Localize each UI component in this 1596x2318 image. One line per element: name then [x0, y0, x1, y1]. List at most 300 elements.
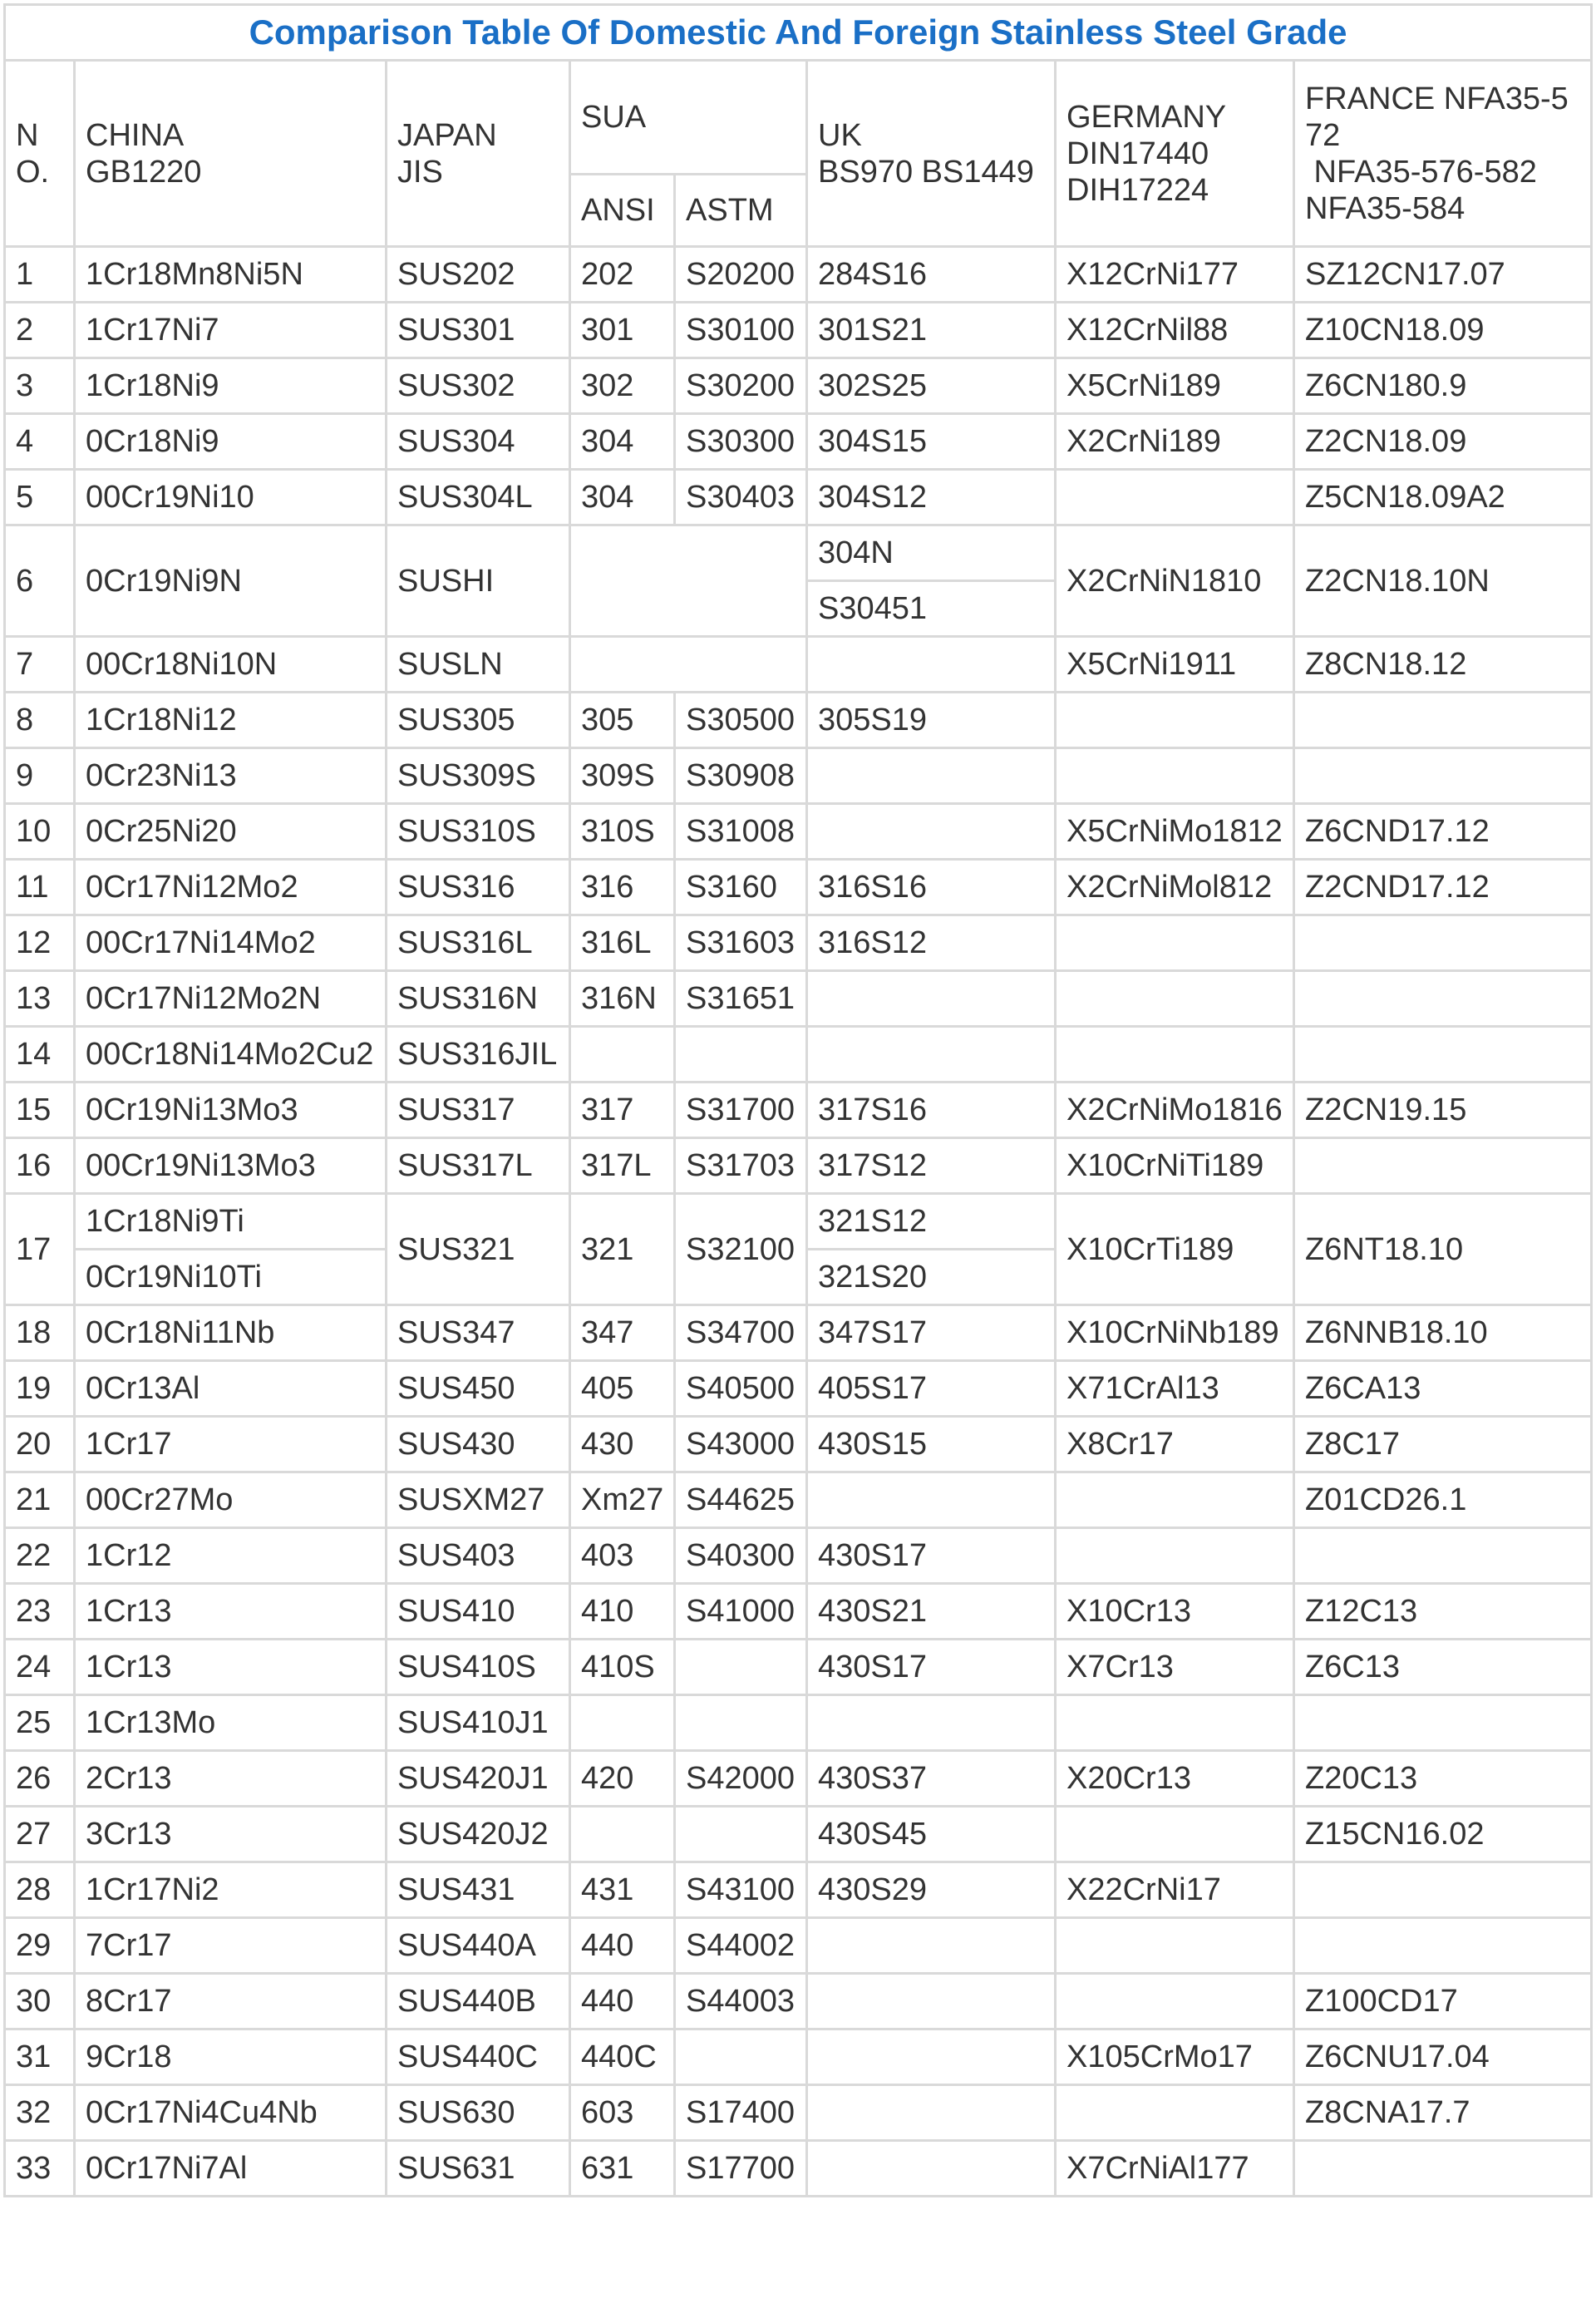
cell-sua-empty — [570, 637, 807, 693]
cell-astm: S32100 — [675, 1194, 807, 1305]
cell-uk — [807, 2141, 1056, 2197]
cell-no: 23 — [5, 1584, 75, 1640]
cell-china: 00Cr27Mo — [75, 1472, 387, 1528]
cell-japan: SUS305 — [387, 693, 570, 748]
cell-china: 00Cr19Ni13Mo3 — [75, 1138, 387, 1194]
cell-germany: X5CrNi1911 — [1056, 637, 1294, 693]
cell-ansi: 603 — [570, 2085, 675, 2141]
cell-astm: S31700 — [675, 1083, 807, 1138]
cell-uk — [807, 804, 1056, 860]
cell-uk: 304N — [807, 525, 1056, 581]
cell-japan: SUS316 — [387, 860, 570, 915]
cell-astm: S31651 — [675, 971, 807, 1027]
cell-ansi: 316N — [570, 971, 675, 1027]
cell-france: Z12C13 — [1294, 1584, 1592, 1640]
table-row — [5, 1305, 1592, 1361]
cell-china: 1Cr13 — [75, 1584, 387, 1640]
cell-japan: SUS309S — [387, 748, 570, 804]
cell-france: Z5CN18.09A2 — [1294, 470, 1592, 525]
cell-france — [1294, 748, 1592, 804]
cell-germany: X5CrNiMo1812 — [1056, 804, 1294, 860]
cell-ansi: 410 — [570, 1584, 675, 1640]
cell-france: Z6C13 — [1294, 1640, 1592, 1695]
cell-japan: SUS430 — [387, 1417, 570, 1472]
cell-uk: 302S25 — [807, 358, 1056, 414]
cell-uk — [807, 2085, 1056, 2141]
cell-uk: S30451 — [807, 581, 1056, 637]
cell-france: Z6CND17.12 — [1294, 804, 1592, 860]
cell-france: Z8C17 — [1294, 1417, 1592, 1472]
cell-germany: X7Cr13 — [1056, 1640, 1294, 1695]
cell-japan: SUS440A — [387, 1918, 570, 1974]
cell-germany: X12CrNi177 — [1056, 247, 1294, 303]
cell-china: 0Cr18Ni9 — [75, 414, 387, 470]
cell-france — [1294, 1138, 1592, 1194]
table-row — [5, 525, 1592, 581]
comparison-table-container — [3, 3, 1590, 2197]
cell-no: 5 — [5, 470, 75, 525]
table-row — [5, 1528, 1592, 1584]
cell-astm: S43100 — [675, 1862, 807, 1918]
cell-china: 0Cr17Ni7Al — [75, 2141, 387, 2197]
cell-astm: S3160 — [675, 860, 807, 915]
cell-ansi: 304 — [570, 470, 675, 525]
cell-japan: SUS317 — [387, 1083, 570, 1138]
cell-china: 0Cr17Ni12Mo2N — [75, 971, 387, 1027]
cell-china: 9Cr18 — [75, 2029, 387, 2085]
cell-japan: SUS321 — [387, 1194, 570, 1305]
cell-china: 1Cr17Ni7 — [75, 303, 387, 358]
cell-france: Z2CN18.10N — [1294, 525, 1592, 637]
cell-astm: S30200 — [675, 358, 807, 414]
cell-france: Z6CN180.9 — [1294, 358, 1592, 414]
cell-germany: X20Cr13 — [1056, 1751, 1294, 1807]
cell-china: 2Cr13 — [75, 1751, 387, 1807]
cell-sua-empty — [570, 525, 807, 637]
cell-germany: X2CrNiN1810 — [1056, 525, 1294, 637]
cell-japan: SUS202 — [387, 247, 570, 303]
cell-france: Z2CND17.12 — [1294, 860, 1592, 915]
cell-astm: S31008 — [675, 804, 807, 860]
cell-china: 1Cr18Ni9Ti — [75, 1194, 387, 1250]
cell-japan: SUS302 — [387, 358, 570, 414]
cell-france: Z20C13 — [1294, 1751, 1592, 1807]
table-row — [5, 1472, 1592, 1528]
cell-france: Z100CD17 — [1294, 1974, 1592, 2029]
cell-astm: S30300 — [675, 414, 807, 470]
cell-uk: 430S17 — [807, 1640, 1056, 1695]
header-uk: UK BS970 BS1449 — [807, 61, 1056, 247]
cell-germany — [1056, 1974, 1294, 2029]
cell-no: 20 — [5, 1417, 75, 1472]
cell-japan: SUS440B — [387, 1974, 570, 2029]
cell-astm: S44002 — [675, 1918, 807, 1974]
cell-germany — [1056, 1807, 1294, 1862]
cell-no: 9 — [5, 748, 75, 804]
cell-germany — [1056, 1695, 1294, 1751]
cell-japan: SUS316N — [387, 971, 570, 1027]
table-row — [5, 1138, 1592, 1194]
cell-astm: S17400 — [675, 2085, 807, 2141]
cell-ansi: 305 — [570, 693, 675, 748]
header-sua: SUA — [570, 61, 807, 175]
cell-ansi: Xm27 — [570, 1472, 675, 1528]
table-row — [5, 860, 1592, 915]
cell-no: 3 — [5, 358, 75, 414]
cell-no: 27 — [5, 1807, 75, 1862]
cell-china: 1Cr18Mn8Ni5N — [75, 247, 387, 303]
cell-no: 21 — [5, 1472, 75, 1528]
cell-ansi: 309S — [570, 748, 675, 804]
cell-china: 00Cr17Ni14Mo2 — [75, 915, 387, 971]
cell-astm: S34700 — [675, 1305, 807, 1361]
cell-china: 0Cr23Ni13 — [75, 748, 387, 804]
cell-germany: X10CrNiNb189 — [1056, 1305, 1294, 1361]
cell-japan: SUS310S — [387, 804, 570, 860]
cell-germany: X5CrNi189 — [1056, 358, 1294, 414]
cell-astm: S44003 — [675, 1974, 807, 2029]
cell-no: 19 — [5, 1361, 75, 1417]
cell-no: 12 — [5, 915, 75, 971]
cell-china: 1Cr13Mo — [75, 1695, 387, 1751]
cell-astm: S30908 — [675, 748, 807, 804]
cell-no: 25 — [5, 1695, 75, 1751]
cell-china: 0Cr25Ni20 — [75, 804, 387, 860]
cell-germany: X8Cr17 — [1056, 1417, 1294, 1472]
table-row — [5, 1974, 1592, 2029]
cell-uk: 430S15 — [807, 1417, 1056, 1472]
cell-uk: 284S16 — [807, 247, 1056, 303]
header-ansi: ANSI — [570, 175, 675, 247]
cell-germany — [1056, 1027, 1294, 1083]
cell-japan: SUS316JIL — [387, 1027, 570, 1083]
cell-china: 0Cr17Ni12Mo2 — [75, 860, 387, 915]
cell-no: 30 — [5, 1974, 75, 2029]
cell-no: 4 — [5, 414, 75, 470]
cell-no: 29 — [5, 1918, 75, 1974]
cell-uk — [807, 1472, 1056, 1528]
table-row — [5, 2085, 1592, 2141]
cell-china: 00Cr19Ni10 — [75, 470, 387, 525]
cell-japan: SUS403 — [387, 1528, 570, 1584]
cell-japan: SUSLN — [387, 637, 570, 693]
header-japan: JAPAN JIS — [387, 61, 570, 247]
cell-no: 6 — [5, 525, 75, 637]
header-france: FRANCE NFA35-5 72 NFA35-576-582 NFA35-584 — [1294, 61, 1592, 247]
cell-ansi: 302 — [570, 358, 675, 414]
table-row — [5, 1807, 1592, 1862]
cell-uk — [807, 1027, 1056, 1083]
cell-germany — [1056, 693, 1294, 748]
cell-no: 16 — [5, 1138, 75, 1194]
cell-ansi: 310S — [570, 804, 675, 860]
cell-france: Z6NNB18.10 — [1294, 1305, 1592, 1361]
cell-china: 0Cr13Al — [75, 1361, 387, 1417]
cell-japan: SUS304L — [387, 470, 570, 525]
cell-china: 1Cr17 — [75, 1417, 387, 1472]
cell-no: 24 — [5, 1640, 75, 1695]
table-row — [5, 1361, 1592, 1417]
cell-germany: X7CrNiAl177 — [1056, 2141, 1294, 2197]
cell-ansi — [570, 1695, 675, 1751]
cell-ansi: 431 — [570, 1862, 675, 1918]
cell-uk: 317S16 — [807, 1083, 1056, 1138]
cell-uk: 321S20 — [807, 1250, 1056, 1305]
cell-japan: SUS631 — [387, 2141, 570, 2197]
cell-no: 18 — [5, 1305, 75, 1361]
cell-uk: 316S12 — [807, 915, 1056, 971]
cell-no: 32 — [5, 2085, 75, 2141]
cell-uk: 321S12 — [807, 1194, 1056, 1250]
cell-germany: X105CrMo17 — [1056, 2029, 1294, 2085]
cell-no: 10 — [5, 804, 75, 860]
table-row — [5, 693, 1592, 748]
cell-china: 1Cr13 — [75, 1640, 387, 1695]
cell-uk: 305S19 — [807, 693, 1056, 748]
cell-france — [1294, 2141, 1592, 2197]
cell-no: 22 — [5, 1528, 75, 1584]
cell-japan: SUS316L — [387, 915, 570, 971]
cell-japan: SUS420J1 — [387, 1751, 570, 1807]
cell-japan: SUS410 — [387, 1584, 570, 1640]
cell-no: 7 — [5, 637, 75, 693]
cell-astm: S41000 — [675, 1584, 807, 1640]
cell-ansi: 202 — [570, 247, 675, 303]
cell-germany: X2CrNi189 — [1056, 414, 1294, 470]
cell-ansi: 631 — [570, 2141, 675, 2197]
cell-germany — [1056, 915, 1294, 971]
cell-japan: SUS304 — [387, 414, 570, 470]
cell-astm: S43000 — [675, 1417, 807, 1472]
cell-france — [1294, 915, 1592, 971]
cell-ansi: 403 — [570, 1528, 675, 1584]
cell-astm: S30100 — [675, 303, 807, 358]
table-row — [5, 971, 1592, 1027]
cell-uk: 316S16 — [807, 860, 1056, 915]
cell-astm — [675, 1640, 807, 1695]
cell-no: 14 — [5, 1027, 75, 1083]
cell-ansi: 440 — [570, 1918, 675, 1974]
cell-astm: S20200 — [675, 247, 807, 303]
cell-japan: SUS440C — [387, 2029, 570, 2085]
cell-germany — [1056, 971, 1294, 1027]
cell-no: 11 — [5, 860, 75, 915]
cell-japan: SUS420J2 — [387, 1807, 570, 1862]
header-germany: GERMANY DIN17440 DIH17224 — [1056, 61, 1294, 247]
cell-france: Z6CNU17.04 — [1294, 2029, 1592, 2085]
cell-germany — [1056, 1472, 1294, 1528]
cell-france — [1294, 693, 1592, 748]
cell-japan: SUS630 — [387, 2085, 570, 2141]
cell-astm: S31703 — [675, 1138, 807, 1194]
cell-germany: X2CrNiMol812 — [1056, 860, 1294, 915]
cell-ansi: 317 — [570, 1083, 675, 1138]
cell-no: 26 — [5, 1751, 75, 1807]
cell-no: 1 — [5, 247, 75, 303]
cell-china: 00Cr18Ni10N — [75, 637, 387, 693]
cell-germany: X22CrNi17 — [1056, 1862, 1294, 1918]
cell-uk: 301S21 — [807, 303, 1056, 358]
cell-france: SZ12CN17.07 — [1294, 247, 1592, 303]
cell-germany — [1056, 1528, 1294, 1584]
cell-germany — [1056, 748, 1294, 804]
cell-uk: 304S15 — [807, 414, 1056, 470]
cell-china: 00Cr18Ni14Mo2Cu2 — [75, 1027, 387, 1083]
cell-ansi: 440C — [570, 2029, 675, 2085]
cell-ansi: 317L — [570, 1138, 675, 1194]
cell-astm: S40500 — [675, 1361, 807, 1417]
cell-astm: S44625 — [675, 1472, 807, 1528]
cell-china: 0Cr17Ni4Cu4Nb — [75, 2085, 387, 2141]
table-row — [5, 804, 1592, 860]
cell-ansi: 430 — [570, 1417, 675, 1472]
cell-astm: S40300 — [675, 1528, 807, 1584]
cell-france: Z6NT18.10 — [1294, 1194, 1592, 1305]
table-title: Comparison Table Of Domestic And Foreign Stainless Steel Grade — [5, 5, 1592, 61]
cell-uk: 430S17 — [807, 1528, 1056, 1584]
cell-germany: X10Cr13 — [1056, 1584, 1294, 1640]
cell-uk: 430S21 — [807, 1584, 1056, 1640]
cell-astm — [675, 2029, 807, 2085]
cell-no: 13 — [5, 971, 75, 1027]
cell-ansi: 440 — [570, 1974, 675, 2029]
cell-astm: S31603 — [675, 915, 807, 971]
table-row — [5, 1751, 1592, 1807]
cell-astm — [675, 1807, 807, 1862]
table-row — [5, 2141, 1592, 2197]
cell-uk: 430S29 — [807, 1862, 1056, 1918]
cell-germany — [1056, 470, 1294, 525]
table-row — [5, 637, 1592, 693]
cell-germany: X10CrNiTi189 — [1056, 1138, 1294, 1194]
cell-germany: X2CrNiMo1816 — [1056, 1083, 1294, 1138]
cell-china: 0Cr19Ni13Mo3 — [75, 1083, 387, 1138]
cell-france: Z15CN16.02 — [1294, 1807, 1592, 1862]
table-row — [5, 1083, 1592, 1138]
cell-ansi: 316 — [570, 860, 675, 915]
cell-uk — [807, 1695, 1056, 1751]
table-row — [5, 1194, 1592, 1250]
table-row — [5, 1640, 1592, 1695]
cell-ansi — [570, 1807, 675, 1862]
cell-ansi: 316L — [570, 915, 675, 971]
cell-france: Z2CN18.09 — [1294, 414, 1592, 470]
table-row — [5, 414, 1592, 470]
cell-uk: 405S17 — [807, 1361, 1056, 1417]
cell-ansi: 347 — [570, 1305, 675, 1361]
cell-uk — [807, 637, 1056, 693]
cell-astm — [675, 1695, 807, 1751]
cell-china: 7Cr17 — [75, 1918, 387, 1974]
cell-china: 0Cr18Ni11Nb — [75, 1305, 387, 1361]
cell-china: 3Cr13 — [75, 1807, 387, 1862]
cell-germany: X10CrTi189 — [1056, 1194, 1294, 1305]
cell-astm — [675, 1027, 807, 1083]
cell-china: 1Cr12 — [75, 1528, 387, 1584]
cell-france: Z2CN19.15 — [1294, 1083, 1592, 1138]
cell-uk — [807, 2029, 1056, 2085]
cell-no: 2 — [5, 303, 75, 358]
cell-no: 17 — [5, 1194, 75, 1305]
cell-china: 1Cr18Ni9 — [75, 358, 387, 414]
cell-uk: 430S45 — [807, 1807, 1056, 1862]
cell-japan: SUS301 — [387, 303, 570, 358]
table-row — [5, 1918, 1592, 1974]
cell-japan: SUS431 — [387, 1862, 570, 1918]
cell-ansi: 301 — [570, 303, 675, 358]
header-astm: ASTM — [675, 175, 807, 247]
cell-france — [1294, 1027, 1592, 1083]
cell-france: Z10CN18.09 — [1294, 303, 1592, 358]
table-row — [5, 1027, 1592, 1083]
table-row — [5, 748, 1592, 804]
cell-uk — [807, 1918, 1056, 1974]
cell-china: 0Cr19Ni9N — [75, 525, 387, 637]
cell-france — [1294, 971, 1592, 1027]
table-row — [5, 247, 1592, 303]
cell-france — [1294, 1695, 1592, 1751]
cell-france: Z6CA13 — [1294, 1361, 1592, 1417]
cell-uk: 304S12 — [807, 470, 1056, 525]
cell-china: 1Cr17Ni2 — [75, 1862, 387, 1918]
cell-france: Z8CNA17.7 — [1294, 2085, 1592, 2141]
cell-japan: SUSHI — [387, 525, 570, 637]
cell-france — [1294, 1528, 1592, 1584]
table-row — [5, 1417, 1592, 1472]
cell-astm: S17700 — [675, 2141, 807, 2197]
cell-uk: 347S17 — [807, 1305, 1056, 1361]
table-row — [5, 1695, 1592, 1751]
cell-france: Z8CN18.12 — [1294, 637, 1592, 693]
cell-japan: SUS317L — [387, 1138, 570, 1194]
cell-uk — [807, 748, 1056, 804]
cell-ansi: 410S — [570, 1640, 675, 1695]
comparison-table — [3, 3, 1593, 2197]
cell-germany: X71CrAl13 — [1056, 1361, 1294, 1417]
cell-astm: S30500 — [675, 693, 807, 748]
cell-france — [1294, 1918, 1592, 1974]
cell-no: 15 — [5, 1083, 75, 1138]
cell-no: 28 — [5, 1862, 75, 1918]
cell-japan: SUS410J1 — [387, 1695, 570, 1751]
table-row — [5, 303, 1592, 358]
table-row — [5, 1862, 1592, 1918]
table-row — [5, 358, 1592, 414]
cell-germany — [1056, 1918, 1294, 1974]
cell-astm: S30403 — [675, 470, 807, 525]
cell-ansi — [570, 1027, 675, 1083]
cell-china: 8Cr17 — [75, 1974, 387, 2029]
cell-ansi: 420 — [570, 1751, 675, 1807]
cell-japan: SUSXM27 — [387, 1472, 570, 1528]
cell-no: 8 — [5, 693, 75, 748]
cell-uk: 430S37 — [807, 1751, 1056, 1807]
table-row — [5, 2029, 1592, 2085]
cell-no: 31 — [5, 2029, 75, 2085]
cell-astm: S42000 — [675, 1751, 807, 1807]
cell-ansi: 304 — [570, 414, 675, 470]
header-no: N O. — [5, 61, 75, 247]
cell-germany: X12CrNil88 — [1056, 303, 1294, 358]
cell-uk — [807, 971, 1056, 1027]
table-row — [5, 915, 1592, 971]
cell-china: 0Cr19Ni10Ti — [75, 1250, 387, 1305]
cell-china: 1Cr18Ni12 — [75, 693, 387, 748]
cell-uk — [807, 1974, 1056, 2029]
cell-japan: SUS450 — [387, 1361, 570, 1417]
cell-japan: SUS347 — [387, 1305, 570, 1361]
cell-germany — [1056, 2085, 1294, 2141]
